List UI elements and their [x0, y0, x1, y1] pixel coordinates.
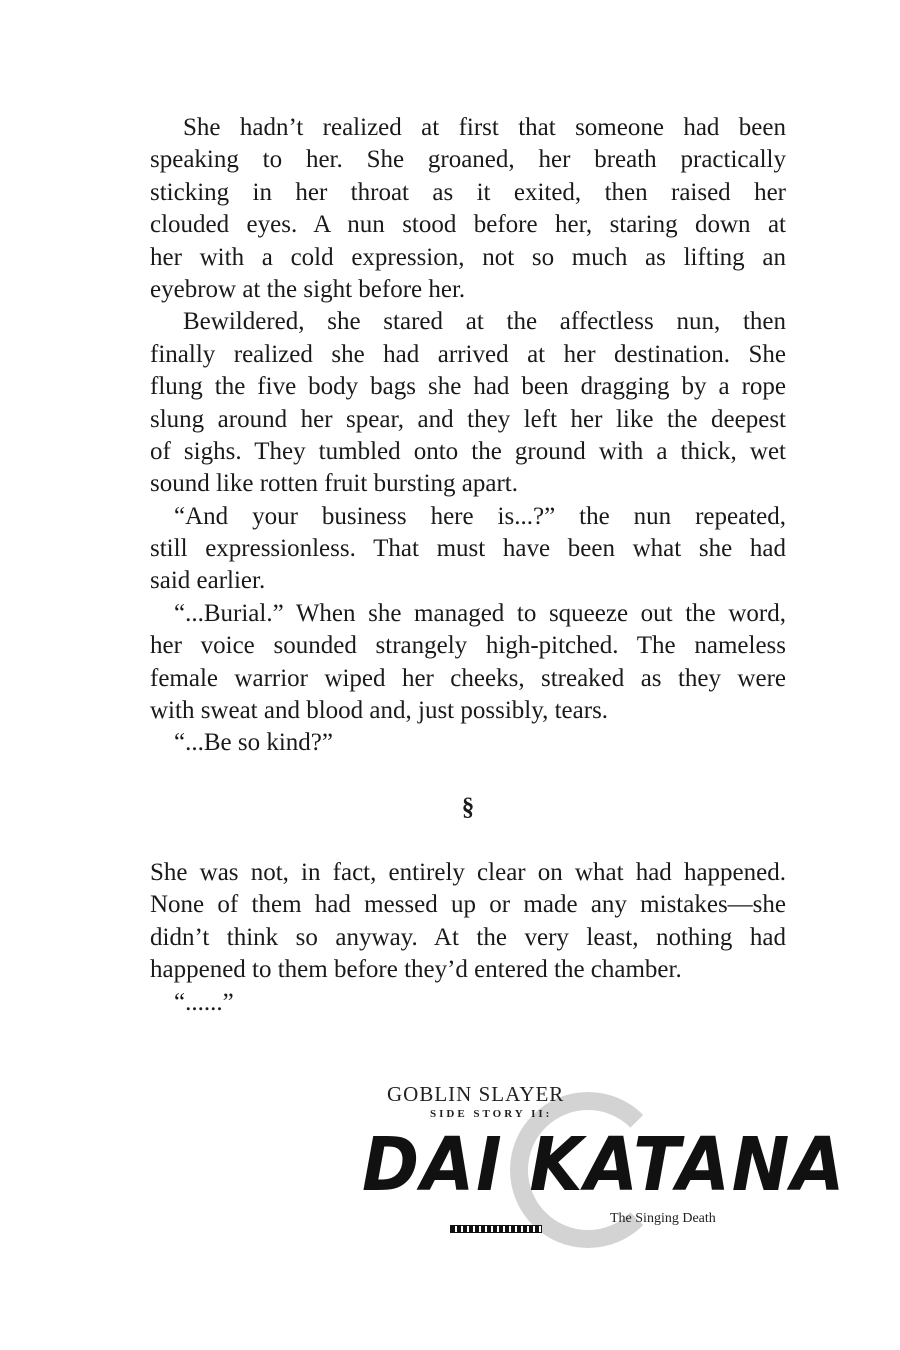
text-line: said earlier. [150, 567, 266, 595]
logo-subtitle: SIDE STORY II: [430, 1108, 553, 1120]
sword-icon [450, 1225, 542, 1233]
text-line: still expressionless. That must have been what she had [150, 535, 786, 563]
text-line: “...Be so kind?” [174, 729, 333, 757]
text-line: None of them had messed up or made any mistakes—she [150, 891, 786, 919]
text-line: slung around her spear, and they left her like the deepest [150, 405, 786, 433]
logo-series: GOBLIN SLAYER [387, 1082, 565, 1106]
text-line: Bewildered, she stared at the affectless nun, then [183, 308, 786, 336]
text-line: sticking in her throat as it exited, then raised her [150, 178, 786, 206]
text-line: She was not, in fact, entirely clear on what had happened. [150, 858, 786, 886]
logo-title: DAI KATANA [362, 1122, 847, 1208]
text-line: didn’t think so anyway. At the very least, nothing had [150, 923, 786, 951]
text-line: of sighs. They tumbled onto the ground with a thick, wet [150, 437, 786, 465]
text-line: eyebrow at the sight before her. [150, 275, 466, 303]
section-break: § [461, 794, 475, 822]
text-line: finally realized she had arrived at her destination. She [150, 340, 786, 368]
logo-tagline: The Singing Death [610, 1211, 716, 1226]
text-line: sound like rotten fruit bursting apart. [150, 470, 518, 498]
text-line: She hadn’t realized at first that someone had been [183, 114, 786, 141]
text-line: clouded eyes. A nun stood before her, staring down at [150, 211, 786, 239]
book-logo [360, 1080, 847, 1250]
text-line: happened to them before they’d entered the chamber. [150, 956, 682, 984]
text-line: “......” [174, 988, 234, 1016]
text-line: her voice sounded strangely high-pitched. The nameless [150, 632, 786, 660]
page-body [150, 112, 786, 1019]
text-line: with sweat and blood and, just possibly, tears. [150, 697, 609, 725]
text-line: “And your business here is...?” the nun repeated, [174, 502, 786, 530]
text-line: speaking to her. She groaned, her breath practically [150, 146, 786, 174]
text-line: flung the five body bags she had been dragging by a rope [150, 373, 786, 401]
text-line: female warrior wiped her cheeks, streaked as they were [150, 664, 786, 692]
text-line: her with a cold expression, not so much as lifting an [150, 243, 786, 271]
text-line: “...Burial.” When she managed to squeeze out the word, [174, 599, 786, 627]
